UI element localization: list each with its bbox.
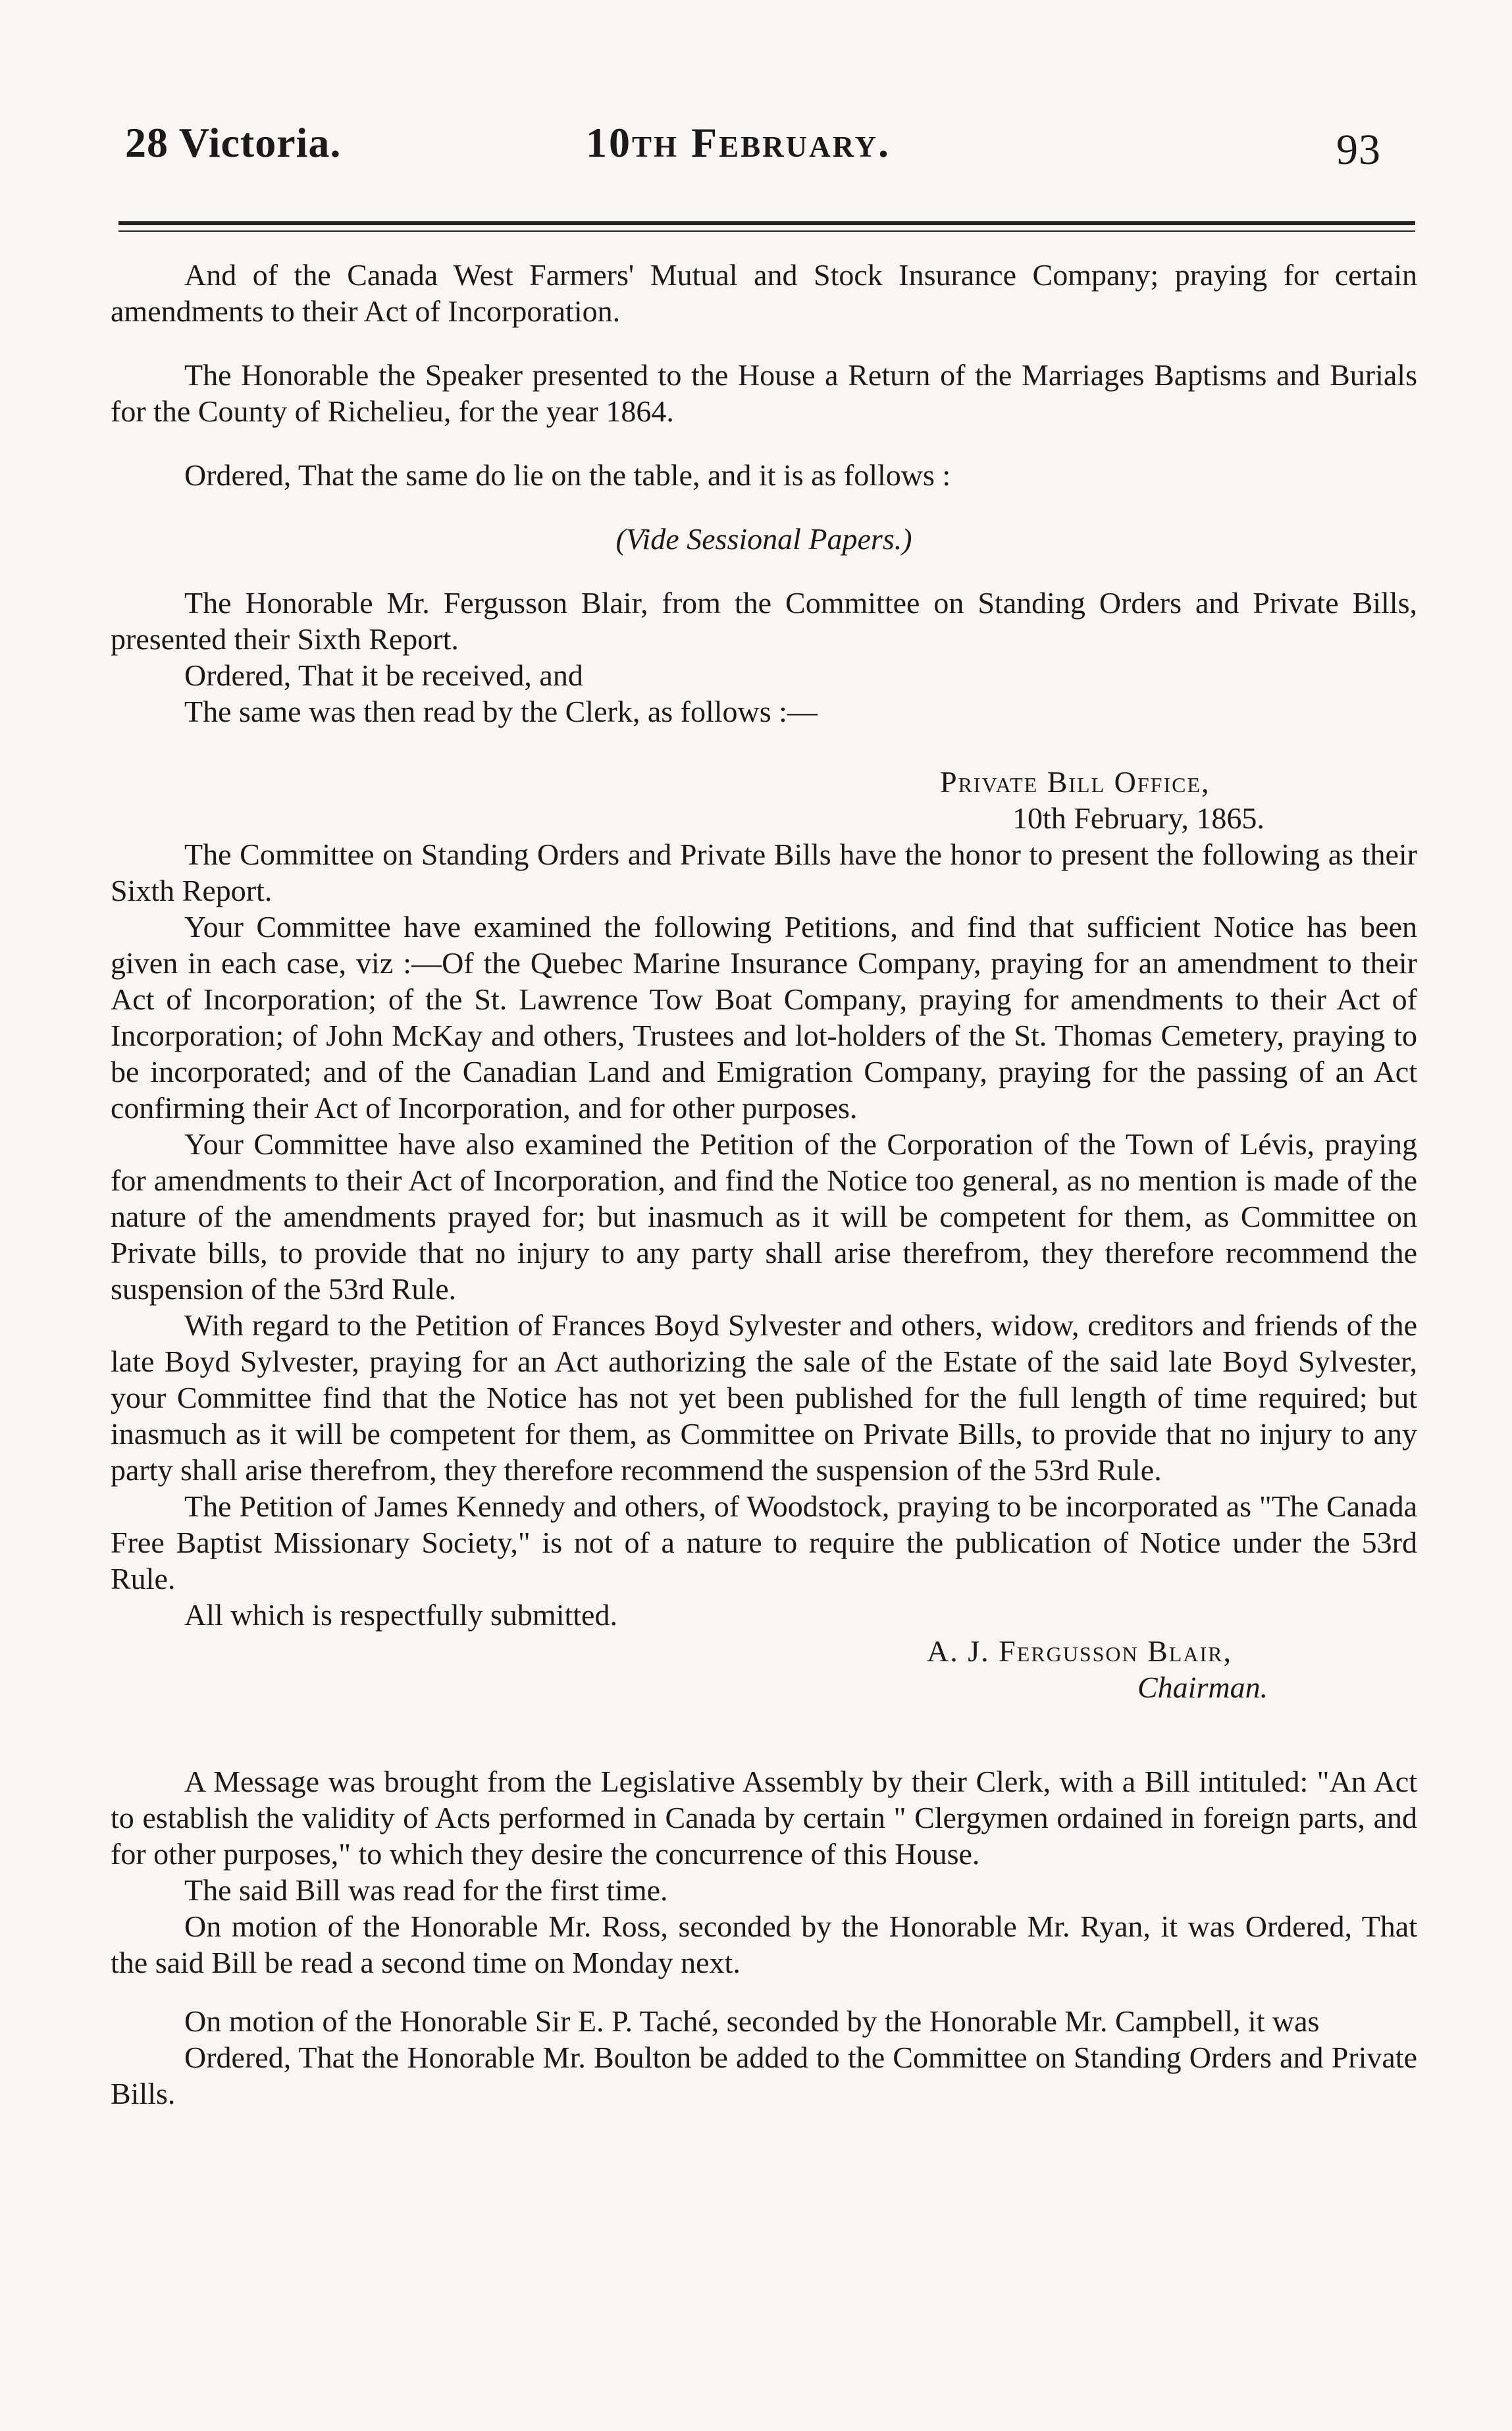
paragraph: Ordered, That the Honorable Mr. Boulton be added to the Committee on Standing Orders and Private Bills. — [111, 2041, 1417, 2110]
signature-title: Chairman. — [1137, 1670, 1268, 1704]
paragraph: The Honorable Mr. Fergusson Blair, from the Committee on Standing Orders and Private Bills, presented their Sixth Report. — [111, 586, 1417, 656]
paragraph: On motion of the Honorable Mr. Ross, seconded by the Honorable Mr. Ryan, it was Ordered, That the said Bill be read a second time on Monday next. — [111, 1910, 1417, 1979]
office-date: 10th February, 1865. — [1012, 801, 1264, 835]
paragraph: On motion of the Honorable Sir E. P. Taché, seconded by the Honorable Mr. Campbell, it was — [184, 2004, 1320, 2038]
header-rule-thin — [118, 230, 1415, 232]
paragraph: All which is respectfully submitted. — [184, 1598, 617, 1632]
paragraph: With regard to the Petition of Frances Boyd Sylvester and others, widow, creditors and friends of the late Boyd Sylvester, praying for an Act authorizing the sale of the Estate of the said late Boyd Sylvester, your Committee find that the Notice has not yet been published for the full length of time required; but inasmuch as it will be competent for them, as Committee on Private Bills, to provide that no injury to any party shall arise therefrom, they therefore recommend the suspension of the 53rd Rule. — [111, 1308, 1417, 1487]
paragraph: A Message was brought from the Legislative Assembly by their Clerk, with a Bill intituled: "An Act to establish the validity of Acts performed in Canada by certain " Clergymen ordained in foreign parts, and for other purposes," to which they desire the concurrence of this House. — [111, 1765, 1417, 1871]
paragraph: The said Bill was read for the first time. — [184, 1873, 668, 1907]
header-rule-thick — [118, 221, 1415, 225]
paragraph: Your Committee have examined the following Petitions, and find that sufficient Notice has been given in each case, viz :—Of the Quebec Marine Insurance Company, praying for an amendment to their Act of Incorporation; of the St. Lawrence Tow Boat Company, praying for amendments to their Act of Incorporation; of John McKay and others, Trustees and lot-holders of the St. Thomas Cemetery, praying to be incorporated; and of the Canadian Land and Emigration Company, praying for the passing of an Act confirming their Act of Incorporation, and for other purposes. — [111, 910, 1417, 1125]
page-number: 93 — [1336, 126, 1381, 174]
paragraph: Ordered, That the same do lie on the table, and it is as follows : — [184, 458, 951, 492]
office-heading: Private Bill Office, — [940, 765, 1211, 799]
running-head-center: 10th February. — [586, 119, 891, 166]
paragraph: The Committee on Standing Orders and Private Bills have the honor to present the following as their Sixth Report. — [111, 838, 1417, 907]
paragraph: The same was then read by the Clerk, as follows :— — [184, 695, 818, 728]
paragraph: Your Committee have also examined the Petition of the Corporation of the Town of Lévis, praying for amendments to their Act of Incorporation, and find the Notice too general, as no mention is made of the nature of the amendments prayed for; but inasmuch as it will be competent for them, as Committee on Private bills, to provide that no injury to any party shall arise therefrom, they therefore recommend the suspension of the 53rd Rule. — [111, 1127, 1417, 1306]
document-body — [111, 257, 1417, 2112]
paragraph: The Honorable the Speaker presented to the House a Return of the Marriages Baptisms and Burials for the County of Richelieu, for the year 1864. — [111, 358, 1417, 428]
running-head-left: 28 Victoria. — [125, 119, 342, 166]
paragraph: Ordered, That it be received, and — [184, 658, 583, 692]
paragraph: The Petition of James Kennedy and others, of Woodstock, praying to be incorporated as "The Canada Free Baptist Missionary Society," is not of a nature to require the publication of Notice under the 53rd Rule. — [111, 1489, 1417, 1595]
paragraph: And of the Canada West Farmers' Mutual and Stock Insurance Company; praying for certain amendments to their Act of Incorporation. — [111, 258, 1417, 328]
signature-name: A. J. Fergusson Blair, — [927, 1634, 1232, 1668]
paragraph: (Vide Sessional Papers.) — [615, 522, 912, 556]
